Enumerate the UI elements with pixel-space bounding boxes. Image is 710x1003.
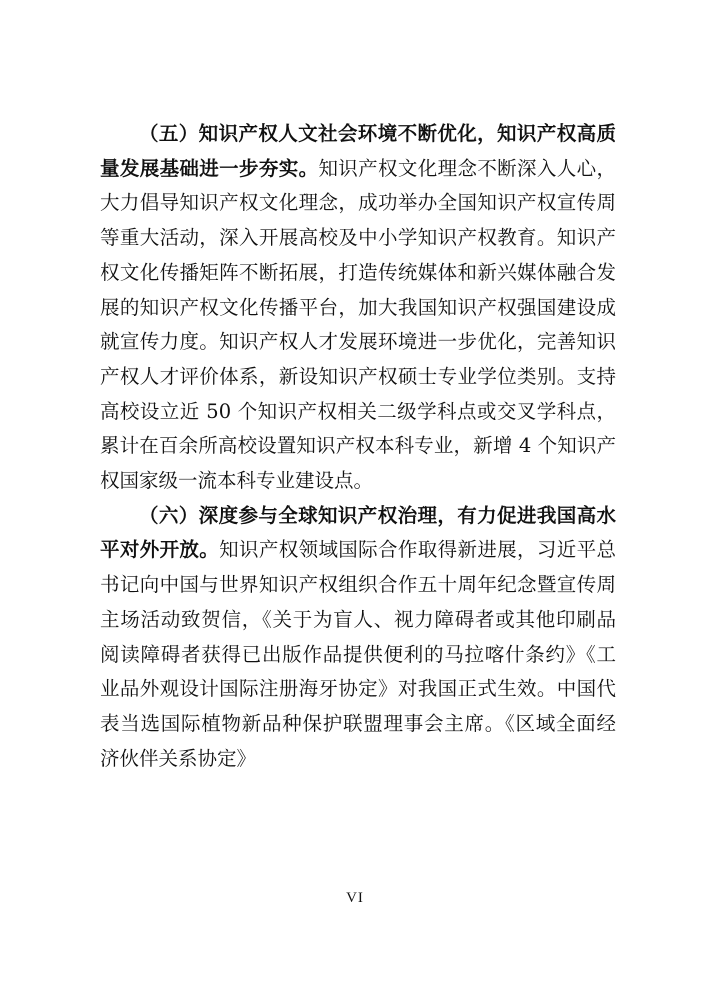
paragraph-five-body: 知识产权文化理念不断深入人心，大力倡导知识产权文化理念，成功举办全国知识产权宣传周等重大活动，深入开展高校及中小学知识产权教育。知识产权文化传播矩阵不断拓展，打造传统媒体和新兴媒体融合发展的知识产权文化传播平台，加大我国知识产权强国建设成就宣传力度。知识产权人才发展环境进一步优化，完善知识产权人才评价体系，新设知识产权硕士专业学位类别。支持高校设立近 50 个知识产权相关二级学科点或交叉学科点，累计在百余所高校设置知识产权本科专业，新增 4 个知识产权国家级一流本科专业建设点。 <box>100 156 616 493</box>
paragraph-five-heading: （五）知识产权人文社会环境不断优化，知识产权高质量发展基础进一步夯实。 <box>100 122 616 180</box>
paragraph-six <box>100 499 616 777</box>
paragraph-six-body: 知识产权领域国际合作取得新进展，习近平总书记向中国与世界知识产权组织合作五十周年纪念暨宣传周主场活动致贺信，《关于为盲人、视力障碍者或其他印刷品阅读障碍者获得已出版作品提供便利的马拉喀什条约》《工业品外观设计国际注册海牙协定》对我国正式生效。中国代表当选国际植物新品种保护联盟理事会主席。《区域全面经济伙伴关系协定》 <box>100 538 616 770</box>
paragraph-five <box>100 117 616 499</box>
paragraph-six-heading: （六）深度参与全球知识产权治理，有力促进我国高水平对外开放。 <box>100 503 616 562</box>
body-text <box>100 117 616 776</box>
page-number: VI <box>346 890 364 906</box>
